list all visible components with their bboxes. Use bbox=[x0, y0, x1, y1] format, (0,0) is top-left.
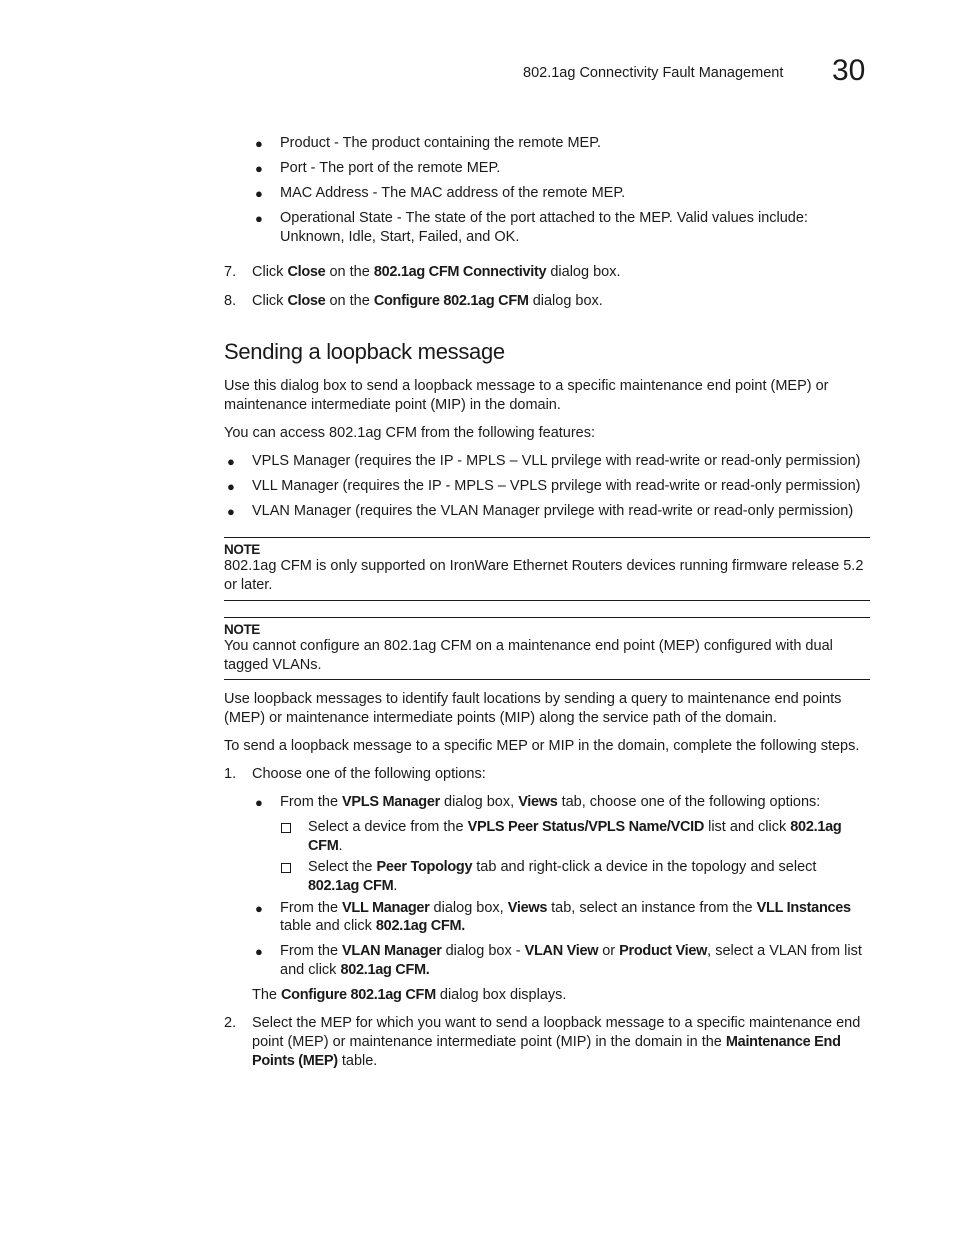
list-item-continuation: Unknown, Idle, Start, Failed, and OK. bbox=[280, 229, 520, 245]
bullet-icon: ● bbox=[255, 161, 263, 176]
list-item: Operational State - The state of the port attached to the MEP. Valid values include: bbox=[280, 210, 808, 226]
bullet-icon: ● bbox=[255, 136, 263, 151]
sub-option-2-continuation: 802.1ag CFM. bbox=[308, 878, 398, 894]
list-item: VLAN Manager (requires the VLAN Manager prvilege with read-write or read-only permission) bbox=[252, 503, 854, 519]
note-bottom-rule bbox=[224, 600, 870, 601]
step-number: 2. bbox=[224, 1015, 237, 1031]
step-8: Click Close on the Configure 802.1ag CFM dialog box. bbox=[252, 293, 603, 309]
note-text: You cannot configure an 802.1ag CFM on a maintenance end point (MEP) configured with dual bbox=[224, 638, 833, 654]
sub-option-1-continuation: CFM. bbox=[308, 838, 343, 854]
list-item: VLL Manager (requires the IP - MPLS – VPLS prvilege with read-write or read-only permission) bbox=[252, 478, 861, 494]
paragraph: Use this dialog box to send a loopback message to a specific maintenance end point (MEP) or bbox=[224, 378, 829, 394]
list-item: VPLS Manager (requires the IP - MPLS – VLL prvilege with read-write or read-only permission) bbox=[252, 453, 861, 469]
paragraph: To send a loopback message to a specific MEP or MIP in the domain, complete the following steps. bbox=[224, 738, 860, 754]
note-top-rule bbox=[224, 617, 870, 618]
step-2: Select the MEP for which you want to send a loopback message to a specific maintenance end bbox=[252, 1015, 861, 1031]
bullet-icon: ● bbox=[255, 901, 263, 916]
bullet-icon: ● bbox=[255, 186, 263, 201]
checkbox-bullet-icon bbox=[281, 863, 291, 873]
note-text: tagged VLANs. bbox=[224, 657, 322, 673]
bullet-icon: ● bbox=[227, 504, 235, 519]
checkbox-bullet-icon bbox=[281, 823, 291, 833]
paragraph: maintenance intermediate point (MIP) in the domain. bbox=[224, 397, 561, 413]
section-heading: Sending a loopback message bbox=[224, 339, 505, 364]
option-vpls: From the VPLS Manager dialog box, Views tab, choose one of the following options: bbox=[280, 794, 821, 810]
bullet-icon: ● bbox=[227, 479, 235, 494]
chapter-number: 30 bbox=[832, 54, 866, 87]
step-number: 1. bbox=[224, 766, 237, 782]
note-top-rule bbox=[224, 537, 870, 538]
note-text: or later. bbox=[224, 577, 273, 593]
note-text: 802.1ag CFM is only supported on IronWare Ethernet Routers devices running firmware release 5.2 bbox=[224, 558, 864, 574]
sub-option-2: Select the Peer Topology tab and right-click a device in the topology and select bbox=[308, 859, 817, 875]
step-1: Choose one of the following options: bbox=[252, 766, 486, 782]
paragraph: You can access 802.1ag CFM from the following features: bbox=[224, 425, 596, 441]
step-7: Click Close on the 802.1ag CFM Connectivity dialog box. bbox=[252, 264, 621, 280]
option-vlan-continuation: and click 802.1ag CFM. bbox=[280, 962, 430, 978]
paragraph: (MEP) or maintenance intermediate points (MIP) along the service path of the domain. bbox=[224, 710, 777, 726]
note-label: NOTE bbox=[224, 622, 260, 637]
note-label: NOTE bbox=[224, 542, 260, 557]
bullet-icon: ● bbox=[255, 944, 263, 959]
result-text: The Configure 802.1ag CFM dialog box displays. bbox=[252, 987, 567, 1003]
step-number: 7. bbox=[224, 264, 237, 280]
paragraph: Use loopback messages to identify fault locations by sending a query to maintenance end points bbox=[224, 691, 842, 707]
running-header-title: 802.1ag Connectivity Fault Management bbox=[523, 65, 784, 81]
note-bottom-rule bbox=[224, 679, 870, 680]
option-vll: From the VLL Manager dialog box, Views tab, select an instance from the VLL Instances bbox=[280, 900, 851, 916]
option-vlan: From the VLAN Manager dialog box - VLAN View or Product View, select a VLAN from list bbox=[280, 943, 862, 959]
bullet-icon: ● bbox=[255, 211, 263, 226]
list-item: Port - The port of the remote MEP. bbox=[280, 160, 501, 176]
bullet-icon: ● bbox=[255, 795, 263, 810]
step-2-continuation: Points (MEP) table. bbox=[252, 1053, 378, 1069]
bullet-icon: ● bbox=[227, 454, 235, 469]
list-item: Product - The product containing the remote MEP. bbox=[280, 135, 602, 151]
sub-option-1: Select a device from the VPLS Peer Status/VPLS Name/VCID list and click 802.1ag bbox=[308, 819, 842, 835]
step-2-continuation: point (MEP) or maintenance intermediate point (MIP) in the domain in the Maintenance End bbox=[252, 1034, 841, 1050]
option-vll-continuation: table and click 802.1ag CFM. bbox=[280, 918, 465, 934]
list-item: MAC Address - The MAC address of the remote MEP. bbox=[280, 185, 626, 201]
step-number: 8. bbox=[224, 293, 237, 309]
